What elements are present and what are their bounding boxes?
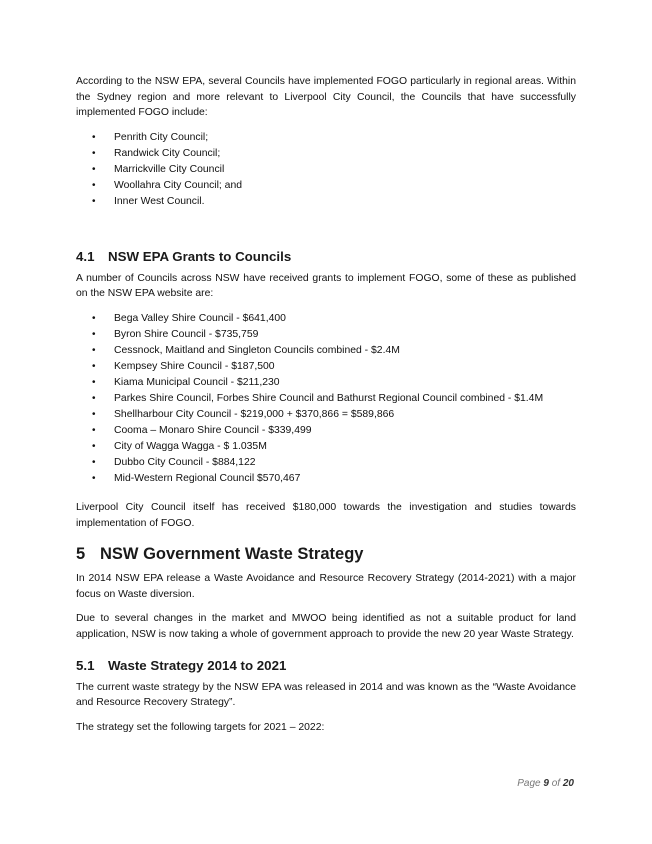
heading-5-1 [76,657,576,675]
document-page [76,74,576,735]
bullet-icon: • [92,344,96,356]
list-item: • Kempsey Shire Council - $187,500 [76,359,576,375]
grants-intro-paragraph: A number of Councils across NSW have received grants to implement FOGO, some of these as published on the NSW EPA website are: [76,272,576,300]
bullet-icon: • [92,424,96,436]
bullet-icon: • [92,472,96,484]
fogo-councils-list [76,130,576,210]
list-item: • Bega Valley Shire Council - $641,400 [76,311,576,327]
strategy-change-paragraph: Due to several changes in the market and MWOO being identified as not a suitable product for land application, NSW is now taking a whole of government approach to provide the new 20 year Waste Strategy. [76,613,576,640]
bullet-icon: • [92,163,96,175]
targets-paragraph: The strategy set the following targets for 2021 – 2022: [76,721,325,733]
bullet-icon: • [92,179,96,191]
list-item: • Mid-Western Regional Council $570,467 [76,471,576,487]
list-item: • Dubbo City Council - $884,122 [76,455,576,471]
list-item: • Inner West Council. [76,194,576,210]
heading-number: 5.1 [76,657,95,673]
bullet-icon: • [92,360,96,372]
bullet-icon: • [92,456,96,468]
heading-5 [76,543,576,565]
heading-number: 4.1 [76,248,95,264]
list-item: • Cessnock, Maitland and Singleton Councils combined - $2.4M [76,343,576,359]
bullet-icon: • [92,131,96,143]
strategy-intro-paragraph: In 2014 NSW EPA release a Waste Avoidance and Resource Recovery Strategy (2014-2021) with a major focus on Waste diversion. [76,573,576,600]
heading-4-1 [76,248,576,266]
bullet-icon: • [92,376,96,388]
list-item: • Cooma – Monaro Shire Council - $339,499 [76,423,576,439]
bullet-icon: • [92,312,96,324]
list-item: • Penrith City Council; [76,130,576,146]
heading-number: 5 [76,545,86,564]
current-strategy-paragraph: The current waste strategy by the NSW EPA was released in 2014 and was known as the “Waste Avoidance and Resource Recovery Strategy”. [76,681,576,709]
list-item: • Marrickville City Council [76,162,576,178]
page-number-footer: Page 9 of 20 [517,778,574,789]
intro-paragraph: According to the NSW EPA, several Councils have implemented FOGO particularly in regional areas. Within the Sydney region and more relevant to Liverpool City Council, the Councils that have successfully implemented FOGO include: [76,76,576,119]
bullet-icon: • [92,440,96,452]
bullet-icon: • [92,392,96,404]
list-item: • City of Wagga Wagga - $ 1.035M [76,439,576,455]
heading-title: Waste Strategy 2014 to 2021 [108,657,287,673]
list-item: • Parkes Shire Council, Forbes Shire Council and Bathurst Regional Council combined - $1.4M [76,391,576,407]
grants-list [76,311,576,487]
heading-title: NSW Government Waste Strategy [100,545,364,564]
bullet-icon: • [92,147,96,159]
bullet-icon: • [92,195,96,207]
list-item: • Byron Shire Council - $735,759 [76,327,576,343]
bullet-icon: • [92,328,96,340]
liverpool-grant-paragraph: Liverpool City Council itself has received $180,000 towards the investigation and studies towards implementation of FOGO. [76,501,576,529]
list-item: • Woollahra City Council; and [76,178,576,194]
total-pages: 20 [562,778,574,789]
list-item: • Shellharbour City Council - $219,000 + $370,866 = $589,866 [76,407,576,423]
current-page: 9 [543,778,549,789]
list-item: • Kiama Municipal Council - $211,230 [76,375,576,391]
list-item: • Randwick City Council; [76,146,576,162]
heading-title: NSW EPA Grants to Councils [108,248,292,264]
bullet-icon: • [92,408,96,420]
